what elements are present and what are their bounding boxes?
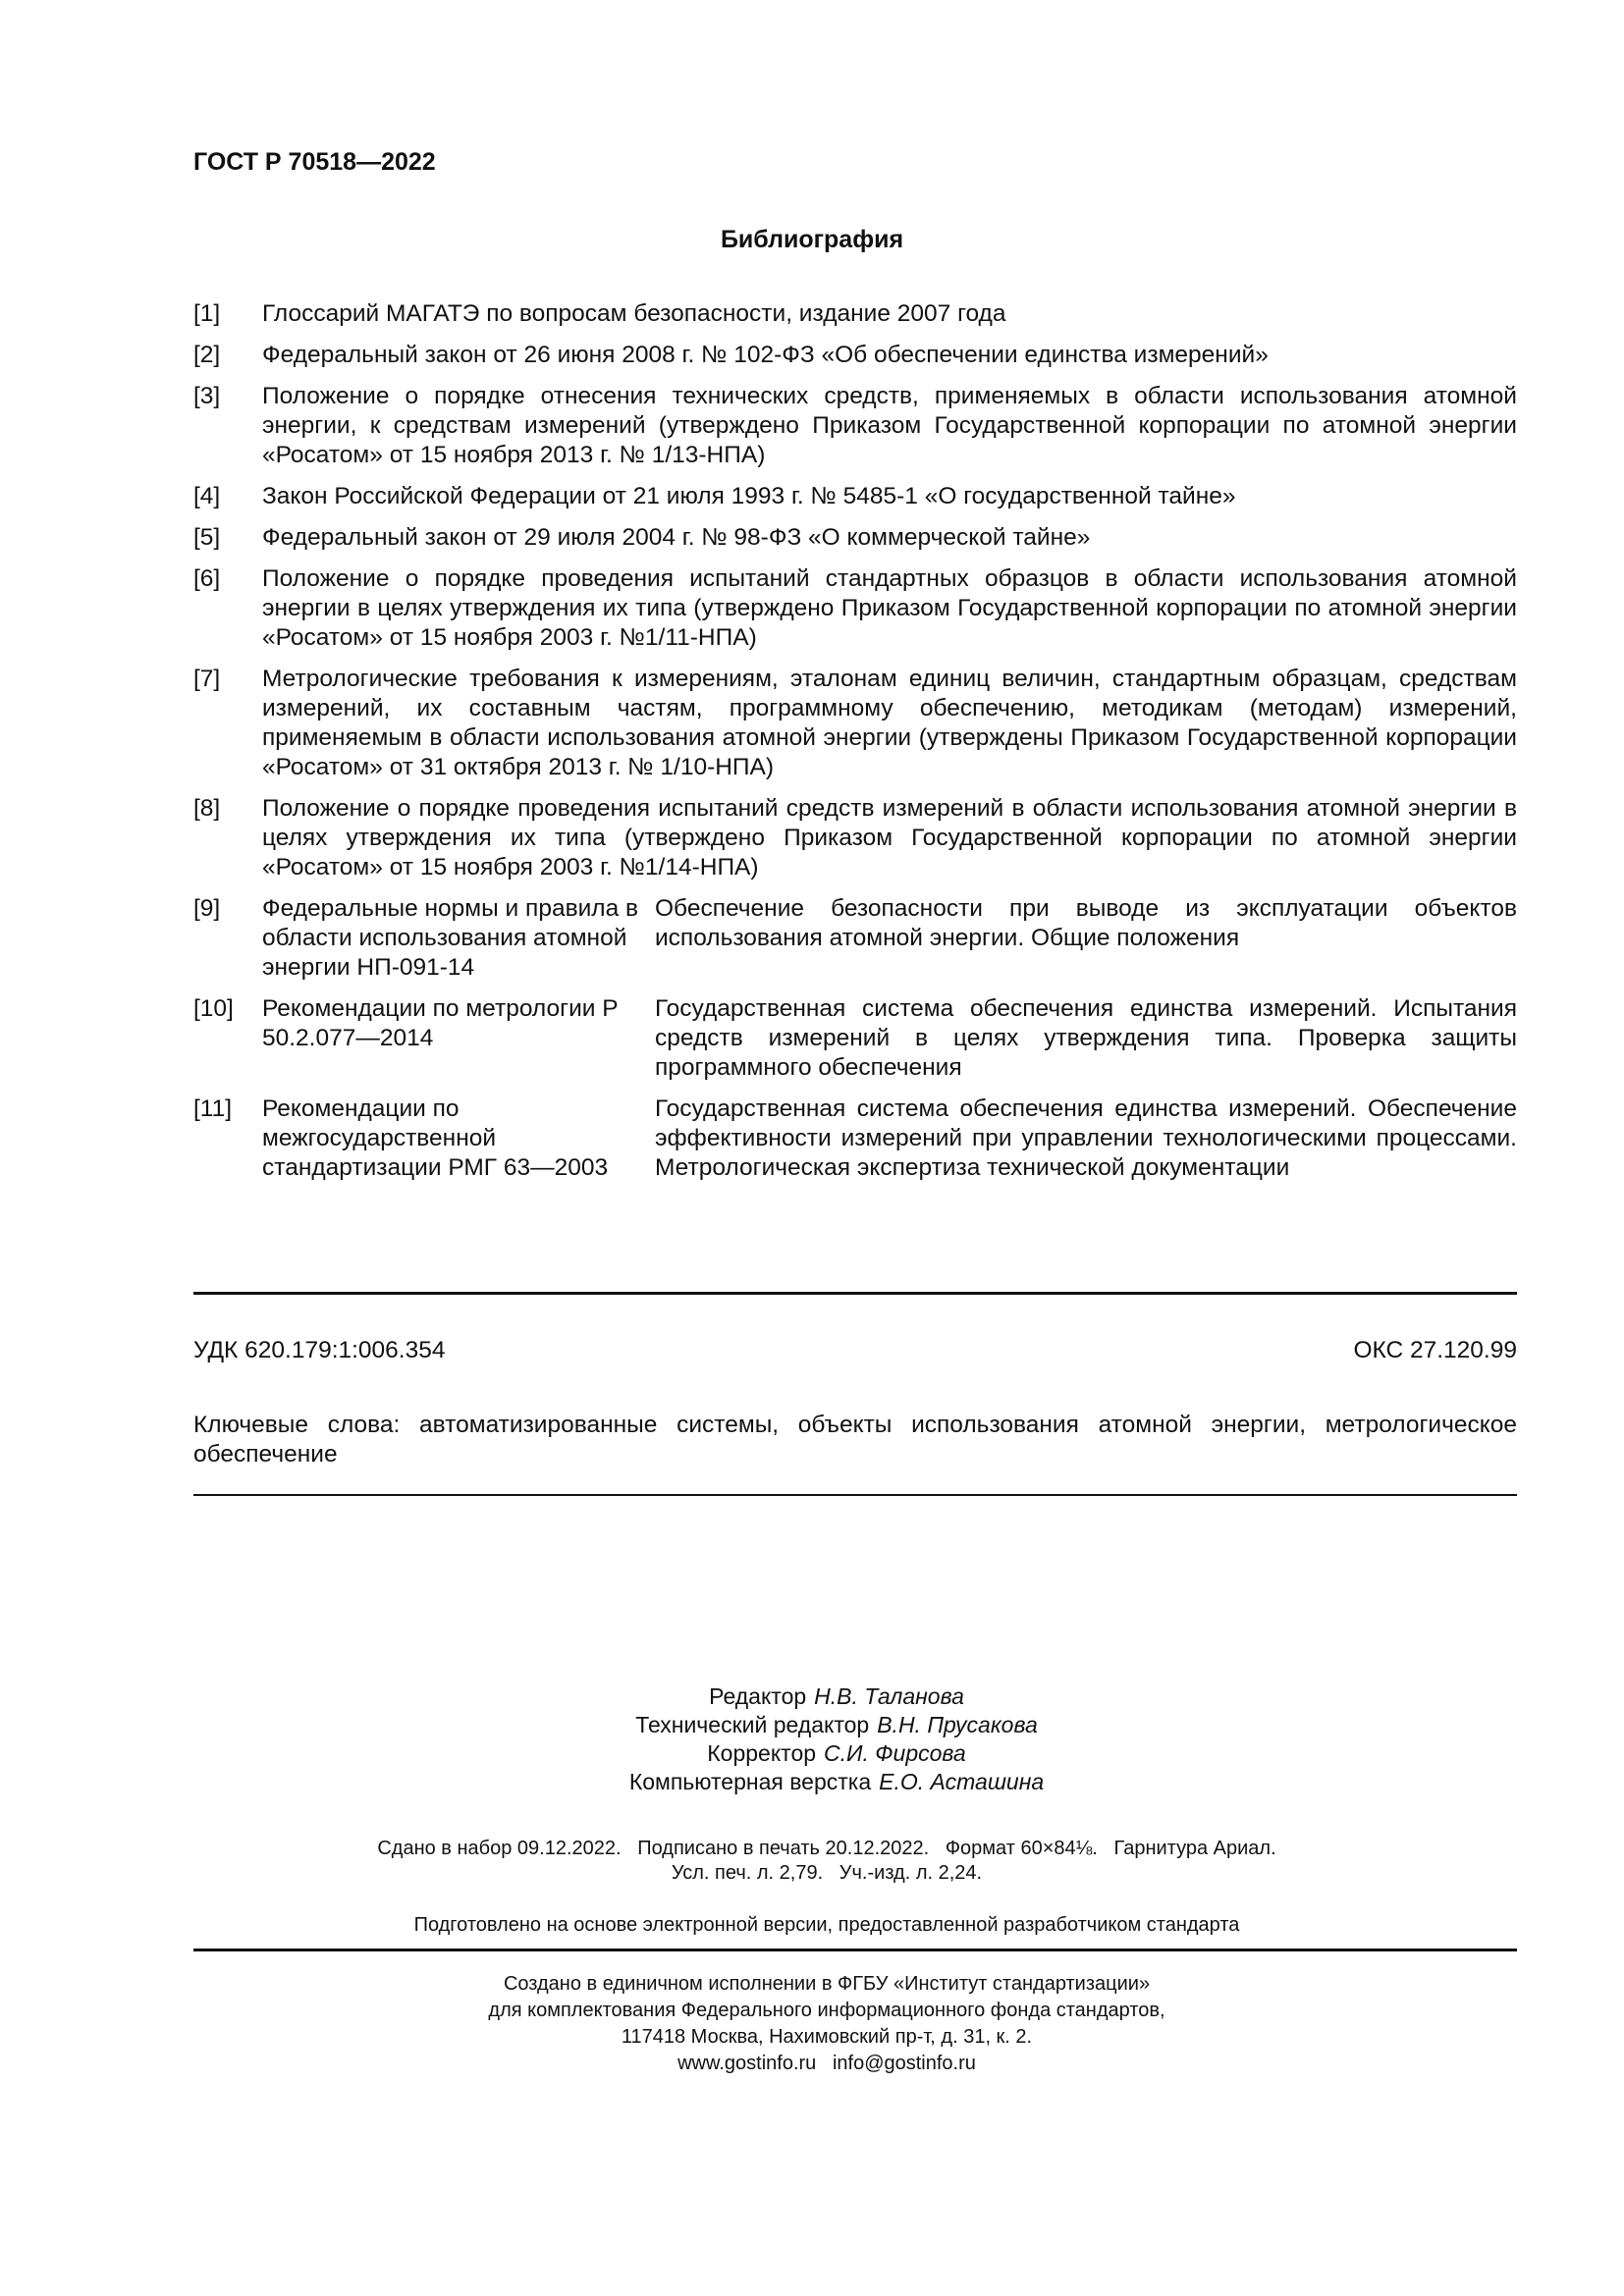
bib-entry-title: Обеспечение безопасности при выводе из эксплуатации объектов использования атомной энергии. Общие положения [655,895,1517,951]
staff-row [0,1739,1624,1768]
document-code: ГОСТ Р 70518—2022 [193,148,436,176]
bibliography-list [193,299,1517,1195]
staff-name: Н.В. Таланова [814,1683,964,1709]
bib-entry-text: Положение о порядке проведения испытаний средств измерений в области использования атомной энергии в целях утверждения их типа (утверждено Приказом Государственной корпорации по атомной энергии «Росатом» от 15 ноября 2003 г. №1/14-НПА) [262,795,1517,881]
staff-name: С.И. Фирсова [824,1740,966,1766]
bib-entry-title: Государственная система обеспечения единства измерений. Испытания средств измерений в целях утверждения типа. Проверка защиты программного обеспечения [655,995,1517,1081]
bib-entry-text: Положение о порядке проведения испытаний стандартных образцов в области использования атомной энергии в целях утверждения их типа (утверждено Приказом Государственной корпорации по атомной энергии «Росатом» от 15 ноября 2003 г. №1/11-НПА) [262,565,1517,651]
publisher-contacts: www.gostinfo.ru info@gostinfo.ru [677,2053,976,2074]
staff-role: Компьютерная верстка [628,1769,872,1794]
bib-entry-number: [7] [193,666,221,692]
bib-entry-number: [1] [193,300,221,327]
staff-row [0,1768,1624,1796]
bib-entry [193,341,1517,370]
udk-code: УДК 620.179:1:006.354 [193,1337,446,1363]
bibliography-title: Библиография [720,226,904,253]
bib-entry-text: Закон Российской Федерации от 21 июля 1993 г. № 5485-1 «О государственной тайне» [262,483,1236,509]
bib-entry-source: Рекомендации по метрологии Р 50.2.077—2014 [262,995,619,1051]
keywords: Ключевые слова: автоматизированные системы, объекты использования атомной энергии, метрологическое обеспечение [193,1412,1517,1468]
bib-entry-text: Метрологические требования к измерениям, эталонам единиц величин, стандартным образцам, средствам измерений, их составным частям, программному обеспечению, методикам (методам) измерений, применяемым в области использования атомной энергии (утверждены Приказом Государственной корпорации «Росатом» от 31 октября 2013 г. № 1/10-НПА) [262,666,1517,780]
bib-entry-number: [5] [193,524,221,551]
bib-entry-number: [8] [193,795,221,822]
staff-name: В.Н. Прусакова [877,1712,1038,1737]
prepared-note: Подготовлено на основе электронной версии, предоставленной разработчиком стандарта [413,1914,1240,1936]
staff-role: Корректор [707,1740,817,1766]
publisher-line: Создано в единичном исполнении в ФГБУ «Институт стандартизации» [503,1973,1151,1995]
bib-entry-number: [10] [193,995,234,1022]
staff-credits [0,1682,1624,1796]
bib-entry [193,382,1517,470]
bib-entry [193,482,1517,511]
bib-entry [193,794,1517,882]
bib-entry-number: [9] [193,895,221,922]
bib-entry [193,564,1517,653]
bib-entry-text: Федеральный закон от 26 июня 2008 г. № 102-ФЗ «Об обеспечении единства измерений» [262,342,1269,368]
bib-entry-split [193,894,1517,983]
bib-entry-text: Положение о порядке отнесения технических средств, применяемых в области использования атомной энергии, к средствам измерений (утверждено Приказом Государственной корпорации по атомной энергии «Росатом» от 15 ноября 2013 г. № 1/13-НПА) [262,383,1517,468]
staff-role: Технический редактор [635,1712,870,1737]
bib-entry [193,299,1517,329]
publisher-info [0,1971,1624,2077]
print-info [0,1837,1624,1886]
bib-entry-source: Рекомендации по межгосударственной стандартизации РМГ 63—2003 [262,1095,609,1181]
bib-entry-source: Федеральные нормы и правила в области использования атомной энергии НП-091-14 [262,895,639,981]
bib-entry [193,665,1517,782]
bib-entry-text: Глоссарий МАГАТЭ по вопросам безопасности, издание 2007 года [262,300,1006,327]
bib-entry-title: Государственная система обеспечения единства измерений. Обеспечение эффективности измерений при управлении технологическими процессами. Метрологическая экспертиза технической документации [655,1095,1517,1181]
staff-role: Редактор [709,1683,807,1709]
staff-name: Е.О. Асташина [879,1769,1045,1794]
section-divider [193,1292,1517,1295]
publisher-line: для комплектования Федерального информационного фонда стандартов, [488,2000,1165,2021]
print-info-line: Усл. печ. л. 2,79. Уч.-изд. л. 2,24. [671,1862,983,1884]
bib-entry-number: [2] [193,342,221,368]
bib-entry-split [193,1095,1517,1183]
bib-entry-number: [11] [193,1095,233,1122]
bib-entry-number: [4] [193,483,221,509]
publisher-line: 117418 Москва, Нахимовский пр-т, д. 31, к. 2. [621,2026,1033,2048]
print-info-line: Сдано в набор 09.12.2022. Подписано в печать 20.12.2022. Формат 60×84⅛. Гарнитура Ариал. [377,1838,1276,1859]
publisher-divider [193,1949,1517,1951]
bib-entry-text: Федеральный закон от 29 июля 2004 г. № 98-ФЗ «О коммерческой тайне» [262,524,1091,551]
keywords-divider [193,1494,1517,1496]
bib-entry-number: [6] [193,565,221,592]
oks-code: ОКС 27.120.99 [1353,1337,1517,1363]
bib-entry [193,523,1517,553]
bib-entry-number: [3] [193,383,221,409]
staff-row [0,1711,1624,1739]
staff-row [0,1682,1624,1711]
bib-entry-split [193,994,1517,1083]
